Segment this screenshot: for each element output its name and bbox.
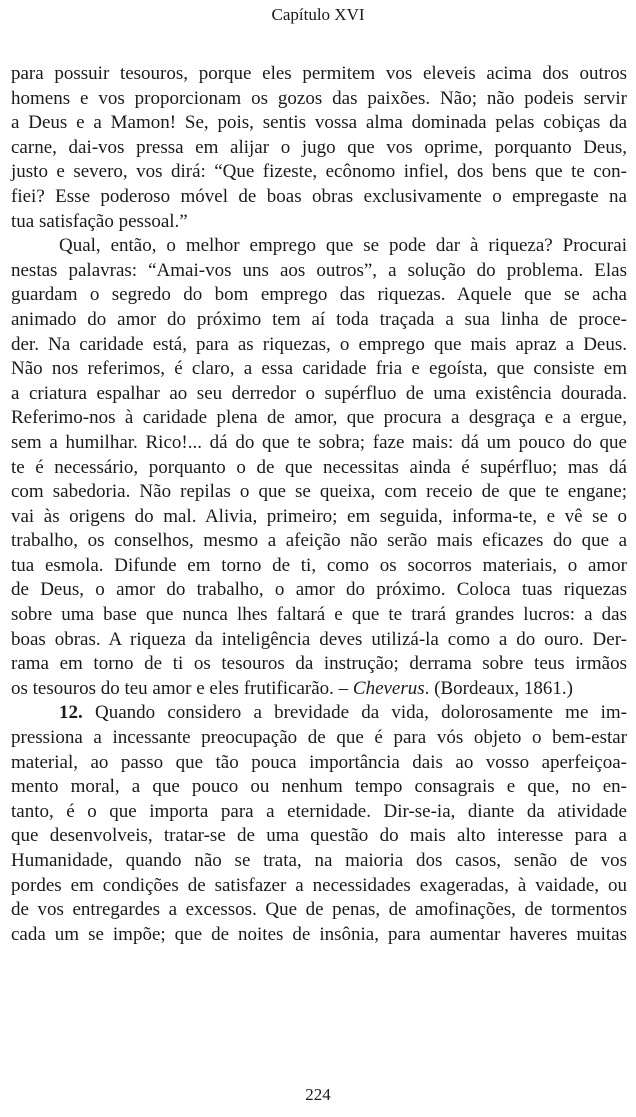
text-line: te é necessário, porquanto o de que necessitas ainda é supérfluo; mas dá xyxy=(11,456,627,478)
text-line: com sabedoria. Não repilas o que se queixa, com receio de que te engane; xyxy=(11,481,627,503)
paragraph-2 xyxy=(11,234,627,701)
closing-text: os tesouros do teu amor e eles frutificarão. – xyxy=(11,677,353,699)
text-line: a Deus e a Mamon! Se, pois, sentis vossa alma dominada pelas cobiças da xyxy=(11,112,627,134)
text-line: fiei? Esse poderoso móvel de boas obras exclusivamente o empregaste na xyxy=(11,185,627,207)
text-line xyxy=(11,701,627,726)
text-line: a criatura espalhar ao seu derredor o supérfluo de uma existência dourada. xyxy=(11,382,627,404)
text-line: rama em torno de ti os tesouros da instrução; derrama sobre teus irmãos xyxy=(11,653,627,675)
text-line: de vos entregardes a excessos. Que de penas, de amofinações, de tormentos xyxy=(11,899,627,921)
closing-line xyxy=(11,677,627,702)
text-line: Referimo-nos à caridade plena de amor, que procura a desgraça e a ergue, xyxy=(11,407,627,429)
text-line: Qual, então, o melhor emprego que se pode dar à riqueza? Procurai xyxy=(59,235,627,257)
text-line: trabalho, os conselhos, mesmo a afeição não serão mais eficazes do que a xyxy=(11,530,627,552)
paragraph-1 xyxy=(11,62,627,234)
text-line: justo e severo, vos dirá: “Que fizeste, ecônomo infiel, dos bens que te con- xyxy=(11,161,627,183)
text-line: homens e vos proporcionam os gozos das paixões. Não; não podeis servir xyxy=(11,87,627,109)
page-body xyxy=(11,62,627,947)
text-line: guardam o segredo do bom emprego das riquezas. Aquele que se acha xyxy=(11,284,627,306)
text-line: Humanidade, quando não se trata, na maioria dos casos, senão de vos xyxy=(11,850,627,871)
text-line: nestas palavras: “Amai-vos uns aos outros”, a solução do problema. Elas xyxy=(11,259,627,281)
text-line: pressiona a incessante preocupação de que é para vós objeto o bem-estar xyxy=(11,727,627,749)
text-line: pordes em condições de satisfazer a necessidades exageradas, à vaidade, ou xyxy=(11,874,627,896)
first-line-text: Quando considero a brevidade da vida, dolorosamente me im- xyxy=(82,702,627,724)
paragraph-12 xyxy=(11,701,627,947)
text-line: material, ao passo que tão pouca importância dais ao vosso aperfeiçoa- xyxy=(11,751,627,773)
text-line: cada um se impõe; que de noites de insônia, para aumentar haveres muitas xyxy=(11,923,627,945)
text-line: carne, dai-vos pressa em alijar o jugo que vos oprime, porquanto Deus, xyxy=(11,136,627,158)
text-line: sem a humilhar. Rico!... dá do que te sobra; faze mais: dá um pouco do que xyxy=(11,431,627,453)
author-signature: Cheverus xyxy=(352,677,425,699)
source-citation: . (Bordeaux, 1861.) xyxy=(424,677,573,699)
text-line: der. Na caridade está, para as riquezas, o emprego que mais apraz a Deus. xyxy=(11,333,627,355)
text-line: Não nos referimos, é claro, a essa caridade fria e egoísta, que consiste em xyxy=(11,358,627,380)
text-line: vai às origens do mal. Alivia, primeiro; em seguida, informa-te, e vê se o xyxy=(11,505,627,527)
text-line: que desenvolveis, tratar-se de uma questão do mais alto interesse para a xyxy=(11,825,627,847)
text-line: mento moral, a que pouco ou nenhum tempo consagrais e que, no en- xyxy=(11,776,627,798)
item-number: 12. xyxy=(59,702,83,724)
page-number: 224 xyxy=(305,1085,331,1104)
text-line: tua esmola. Difunde em torno de ti, como os socorros materiais, o amor xyxy=(11,554,627,576)
text-line: sobre uma base que nunca lhes faltará e que te trará grandes lucros: a das xyxy=(11,604,627,626)
text-line: para possuir tesouros, porque eles permitem vos eleveis acima dos outros xyxy=(11,63,627,84)
text-line: animado do amor do próximo tem aí toda traçada a sua linha de proce- xyxy=(11,308,627,330)
text-line: boas obras. A riqueza da inteligência deves utilizá-la como a do ouro. Der- xyxy=(11,628,627,650)
text-line: tua satisfação pessoal.” xyxy=(11,210,188,232)
running-head-chapter: Capítulo XVI xyxy=(271,5,365,24)
text-line: de Deus, o amor do trabalho, o amor do próximo. Coloca tuas riquezas xyxy=(11,579,627,601)
text-line: tanto, é o que importa para a eternidade. Dir-se-ia, diante da atividade xyxy=(11,800,627,822)
